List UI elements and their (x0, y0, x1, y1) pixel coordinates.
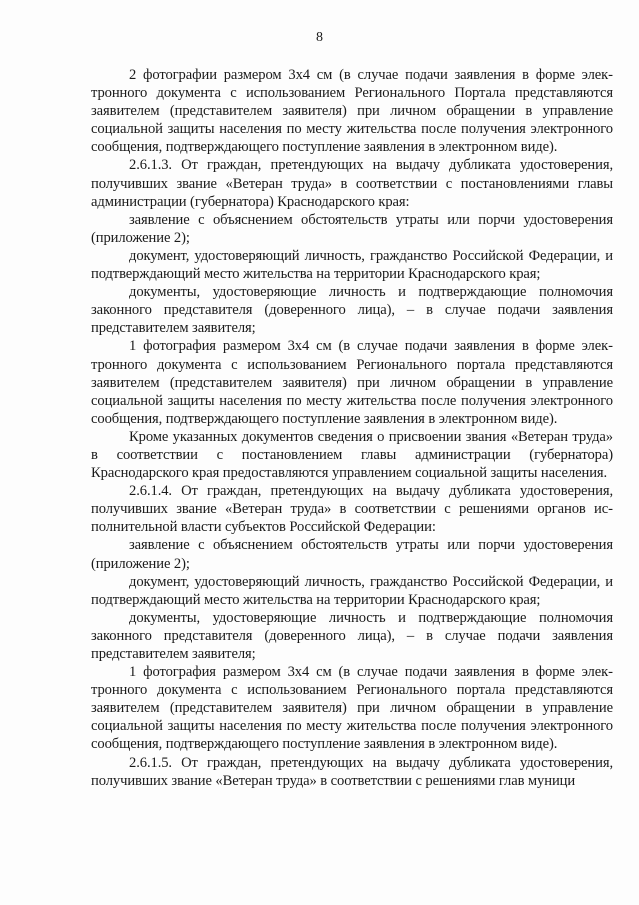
document-body (91, 66, 613, 790)
paragraph-identity-document-2: документ, удостоверяющий личность, гражданство Российской Федерации, и подтверждающий место жительства на территории Краснодарского края; (91, 573, 613, 608)
paragraph-additional-info: Кроме указанных документов сведения о присвоении звания «Ветеран труда» в соответствии с постановлением главы администрации (губернатора) Краснодарского края предоставляются управлением социальной защиты населения. (91, 428, 613, 482)
paragraph-photos-requirement: 2 фотографии размером 3х4 см (в случае подачи заявления в форме электронного документа с использованием Регионального Портала представляются заявителем (представителем заявителя) при личном обращении в управление социальной защиты населения по месту жительства после получения электронного сообщения, подтверждающего поступление заявления в электронном виде). (91, 67, 613, 156)
paragraph-2-6-1-4-heading: 2.6.1.4. От граждан, претендующих на выдачу дубликата удостоверения, получивших звание «Ветеран труда» в соответствии с решениями органов исполнительной власти субъектов Российской Федерации: (91, 483, 613, 536)
paragraph-application-statement-2: заявление с объяснением обстоятельств утраты или порчи удостоверения (приложение 2); (91, 537, 613, 572)
paragraph-identity-document: документ, удостоверяющий личность, гражданство Российской Федерации, и подтверждающий место жительства на территории Краснодарского края; (91, 247, 613, 283)
paragraph-2-6-1-5-heading: 2.6.1.5. От граждан, претендующих на выдачу дубликата удостоверения, получивших звание «Ветеран труда» в соответствии с решениями глав муници (91, 754, 613, 789)
paragraph-representative-documents: документы, удостоверяющие личность и подтверждающие полномочия законного представителя (доверенного лица), – в случае подачи заявления представителем заявителя; (91, 284, 613, 337)
paragraph-one-photo: 1 фотография размером 3х4 см (в случае подачи заявления в форме электронного документа с использованием Регионального портала представляются заявителем (представителем заявителя) при личном обращении в управление социальной защиты населения по месту жительства после получения электронного сообщения, подтверждающего поступление заявления в электронном виде). (91, 338, 613, 427)
paragraph-representative-documents-2: документы, удостоверяющие личность и подтверждающие полномочия законного представителя (доверенного лица), – в случае подачи заявления представителем заявителя; (91, 609, 613, 662)
paragraph-application-statement: заявление с объяснением обстоятельств утраты или порчи удостоверения (приложение 2); (91, 211, 613, 246)
paragraph-one-photo-2: 1 фотография размером 3х4 см (в случае подачи заявления в форме электронного документа с использованием Регионального портала представляются заявителем (представителем заявителя) при личном обращении в управление социальной защиты населения по месту жительства после получения электронного сообщения, подтверждающего поступление заявления в электронном виде). (91, 664, 613, 753)
paragraph-2-6-1-3-heading: 2.6.1.3. От граждан, претендующих на выдачу дубликата удостоверения, получивших звание «Ветеран труда» в соответствии с постановлениями главы администрации (губернатора) Краснодарского края: (91, 157, 613, 210)
page-number: 8 (316, 30, 323, 45)
